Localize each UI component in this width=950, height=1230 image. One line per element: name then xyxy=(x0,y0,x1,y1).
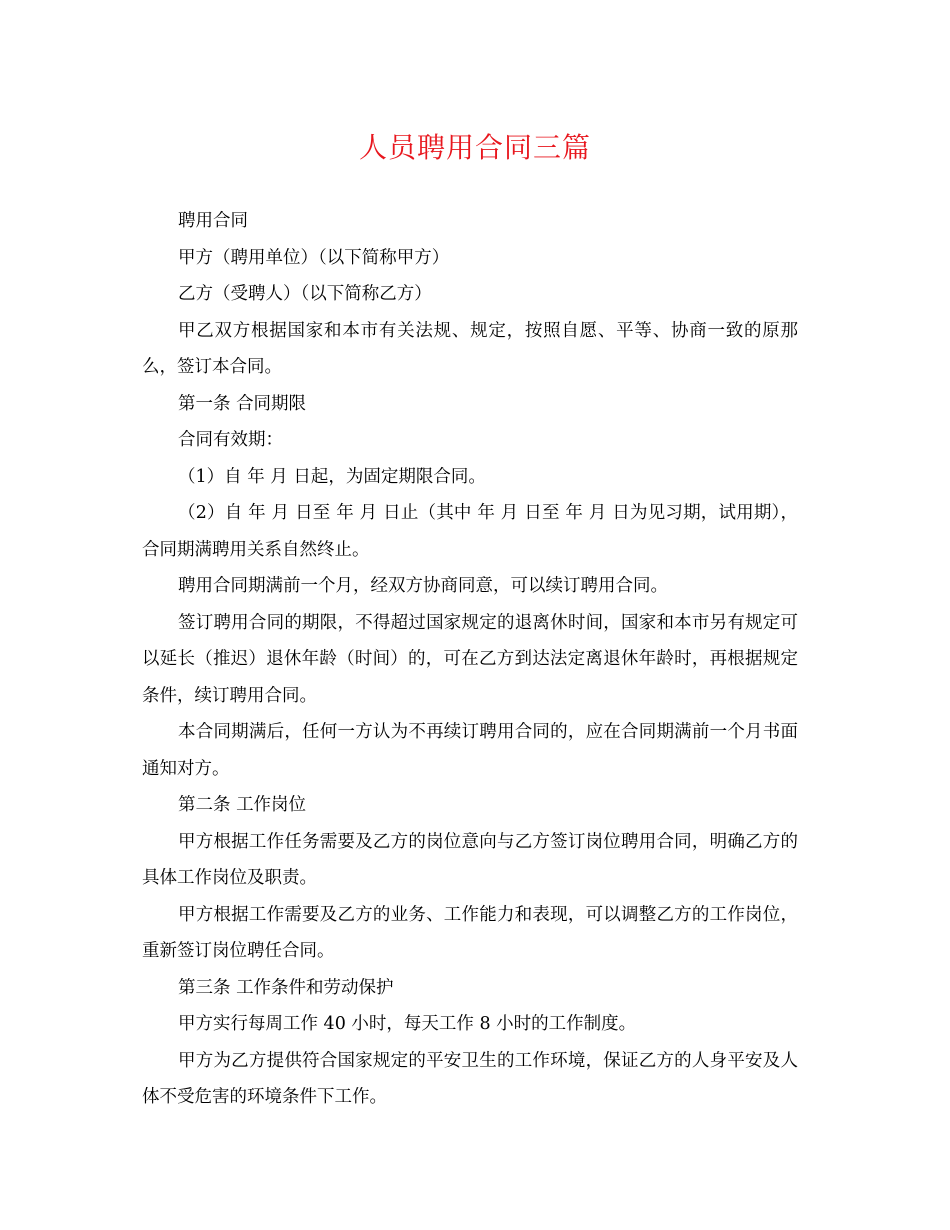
section-heading-1: 第一条 合同期限 xyxy=(178,393,307,414)
paragraph-14: 甲方根据工作需要及乙方的业务、工作能力和表现，可以调整乙方的工作岗位，重新签订岗位聘任合同。 xyxy=(142,904,798,961)
paragraph-1: 聘用合同 xyxy=(178,211,248,231)
paragraph-2: 甲方（聘用单位）（以下简称甲方） xyxy=(178,247,450,268)
paragraph-11: 本合同期满后，任何一方认为不再续订聘用合同的，应在合同期满前一个月书面通知对方。 xyxy=(142,722,798,779)
paragraph-7: （1）自 年 月 日起，为固定期限合同。 xyxy=(178,466,486,487)
section-heading-3: 第三条 工作条件和劳动保护 xyxy=(178,977,394,998)
paragraph-17: 甲方为乙方提供符合国家规定的平安卫生的工作环境，保证乙方的人身平安及人体不受危害的环境条件下工作。 xyxy=(142,1050,798,1107)
section-heading-2: 第二条 工作岗位 xyxy=(178,795,307,815)
paragraph-3: 乙方（受聘人）（以下简称乙方） xyxy=(178,284,432,304)
document-body xyxy=(142,203,798,1116)
paragraph-16: 甲方实行每周工作 40 小时，每天工作 8 小时的工作制度。 xyxy=(178,1014,637,1034)
paragraph-9: 聘用合同期满前一个月，经双方协商同意，可以续订聘用合同。 xyxy=(178,576,668,596)
paragraph-6: 合同有效期： xyxy=(178,430,283,450)
document-title: 人员聘用合同三篇 xyxy=(358,131,591,164)
paragraph-10: 签订聘用合同的期限，不得超过国家规定的退离休时间，国家和本市另有规定可以延长（推迟）退休年龄（时间）的，可在乙方到达法定离退休年龄时，再根据规定条件，续订聘用合同。 xyxy=(142,612,798,706)
paragraph-4: 甲乙双方根据国家和本市有关法规、规定，按照自愿、平等、协商一致的原那么，签订本合同。 xyxy=(142,320,798,377)
paragraph-13: 甲方根据工作任务需要及乙方的岗位意向与乙方签订岗位聘用合同，明确乙方的具体工作岗位及职责。 xyxy=(142,831,798,888)
paragraph-8: （2）自 年 月 日至 年 月 日止（其中 年 月 日至 年 月 日为见习期，试用期），合同期满聘用关系自然终止。 xyxy=(142,503,798,560)
